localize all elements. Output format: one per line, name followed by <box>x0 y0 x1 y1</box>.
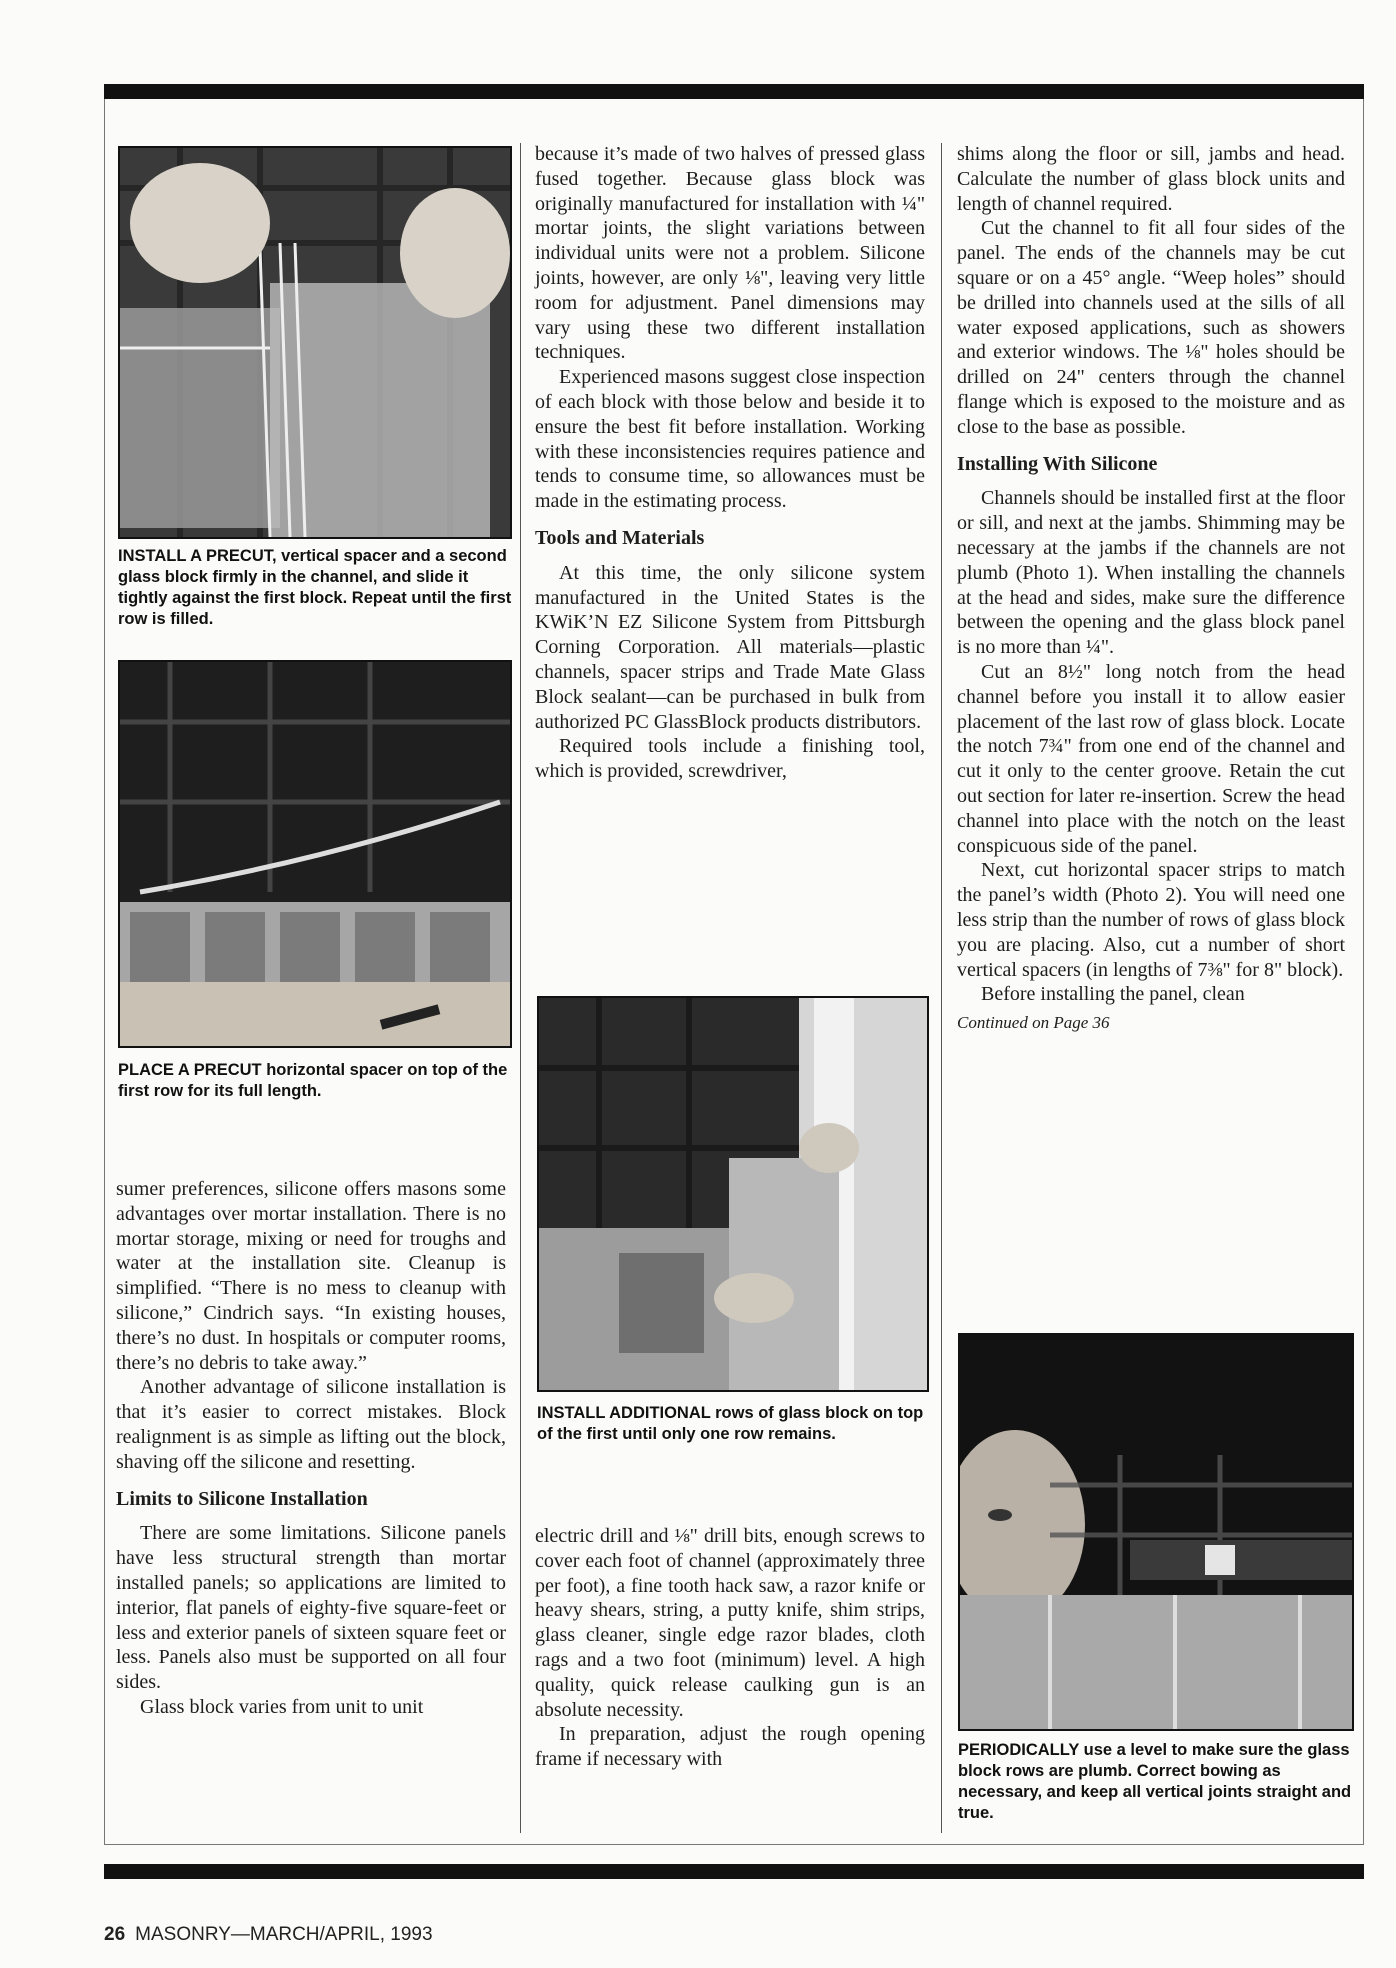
caption-photo-1: INSTALL A PRECUT, vertical spacer and a second glass block firmly in the channel, and slide it tightly against the first block. Repeat until the first row is filled. <box>118 547 512 628</box>
column-2-top <box>535 142 925 784</box>
paragraph: Before installing the panel, clean <box>981 983 1245 1006</box>
column-divider <box>941 143 942 1833</box>
paragraph: There are some limitations. Silicone panels have less structural strength than mortar installed panels; so applications are limited to interior, flat panels of eighty-five square-feet or less and exterior panels of sixteen square feet or less. Panels also must be supported on all four sides. <box>116 1522 506 1694</box>
paragraph: Channels should be installed first at the floor or sill, and next at the jambs. Shimming may be necessary at the jambs if the channels are not plumb (Photo 1). When installing the channels at the head and sides, make sure the difference between the opening and the glass block panel is no more than ¼". <box>957 487 1345 659</box>
column-3 <box>957 142 1345 1036</box>
bottom-rule <box>104 1864 1364 1879</box>
photo-hands-placing-glass-block <box>118 146 512 539</box>
photo-horizontal-spacer <box>118 660 512 1048</box>
paragraph: Cut an 8½" long notch from the head channel before you install it to allow easier placement of the last row of glass block. Locate the notch 7¾" from one end of the channel and cut it only to the center groove. Retain the cut out section for later re-insertion. Screw the head channel into place with the notch on the least conspicuous side of the panel. <box>957 660 1345 857</box>
paragraph: electric drill and ⅛" drill bits, enough screws to cover each foot of channel (approximately three per foot), a fine tooth hack saw, a razor knife or heavy shears, string, a putty knife, shim strips, glass cleaner, single edge razor blades, cloth rags and a two foot (minimum) level. A high quality, quick release caulking gun is an absolute necessity. <box>535 1525 925 1721</box>
column-2-bottom <box>535 1524 925 1772</box>
page-number: 26 <box>104 1924 126 1945</box>
photo-mason-with-level <box>958 1333 1354 1731</box>
paragraph: Cut the channel to fit all four sides of the panel. The ends of the channels may be cut square or on a 45° angle. “Weep holes” should be drilled into channels used at the sills of all water exposed applications, such as showers and exterior windows. The ⅛" holes should be drilled on 24" centers through the channel flange which is exposed to the moisture and as close to the base as possible. <box>957 217 1345 438</box>
paragraph: Experienced masons suggest close inspection of each block with those below and beside it to ensure the best fit before installation. Working with these inconsistencies requires patience and tends to consume time, so allowances must be made in the estimating process. <box>535 366 925 513</box>
paragraph: In preparation, adjust the rough opening frame if necessary with <box>535 1723 925 1771</box>
column-1 <box>116 1177 506 1720</box>
paragraph: Glass block varies from unit to unit <box>140 1695 424 1718</box>
continued-note: Continued on Page 36 <box>957 1013 1110 1033</box>
caption-photo-3: INSTALL ADDITIONAL rows of glass block on top of the first until only one row remains. <box>537 1404 924 1443</box>
caption-photo-4: PERIODICALLY use a level to make sure the glass block rows are plumb. Correct bowing as necessary, and keep all vertical joints straight and true. <box>958 1741 1352 1822</box>
section-heading: Limits to Silicone Installation <box>116 1487 368 1510</box>
top-rule <box>104 84 1364 99</box>
page-folio <box>104 1924 433 1946</box>
section-heading: Installing With Silicone <box>957 452 1158 475</box>
caption-photo-2: PLACE A PRECUT horizontal spacer on top of the first row for its full length. <box>118 1061 508 1100</box>
column-divider <box>520 143 521 1833</box>
paragraph: shims along the floor or sill, jambs and head. Calculate the number of glass block units and length of channel required. <box>957 143 1345 215</box>
paragraph: Next, cut horizontal spacer strips to match the panel’s width (Photo 2). You will need one less strip than the number of rows of glass block you are placing. Also, cut a number of short vertical spacers (in lengths of 7⅜" for 8" block). <box>957 859 1345 981</box>
paragraph: sumer preferences, silicone offers masons some advantages over mortar installation. There is no mortar storage, mixing or need for troughs and water at the installation site. Cleanup is simplified. “There is no mess to cleanup with silicone,” Cindrich says. “In existing houses, there’s no dust. In hospitals or computer rooms, there’s no debris to take away.” <box>116 1178 506 1374</box>
photo-additional-rows <box>537 996 929 1392</box>
paragraph: Required tools include a finishing tool, which is provided, screwdriver, <box>535 735 925 783</box>
paragraph: because it’s made of two halves of pressed glass fused together. Because glass block was originally manufactured for installation with ¼" mortar joints, the slight variations between individual units were not a problem. Silicone joints, however, are only ⅛", leaving very little room for adjustment. Panel dimensions may vary using these two different installation techniques. <box>535 143 925 364</box>
paragraph: At this time, the only silicone system manufactured in the United States is the KWiK’N EZ Silicone System from Pittsburgh Corning Corporation. All materials—plastic channels, spacer strips and Trade Mate Glass Block sealant—can be purchased in bulk from authorized PC GlassBlock products distributors. <box>535 561 925 733</box>
paragraph: Another advantage of silicone installation is that it’s easier to correct mistakes. Block realignment is as simple as lifting out the block, shaving off the silicone and resetting. <box>116 1376 506 1473</box>
section-heading: Tools and Materials <box>535 526 705 549</box>
running-footer: MASONRY—MARCH/APRIL, 1993 <box>135 1924 433 1945</box>
